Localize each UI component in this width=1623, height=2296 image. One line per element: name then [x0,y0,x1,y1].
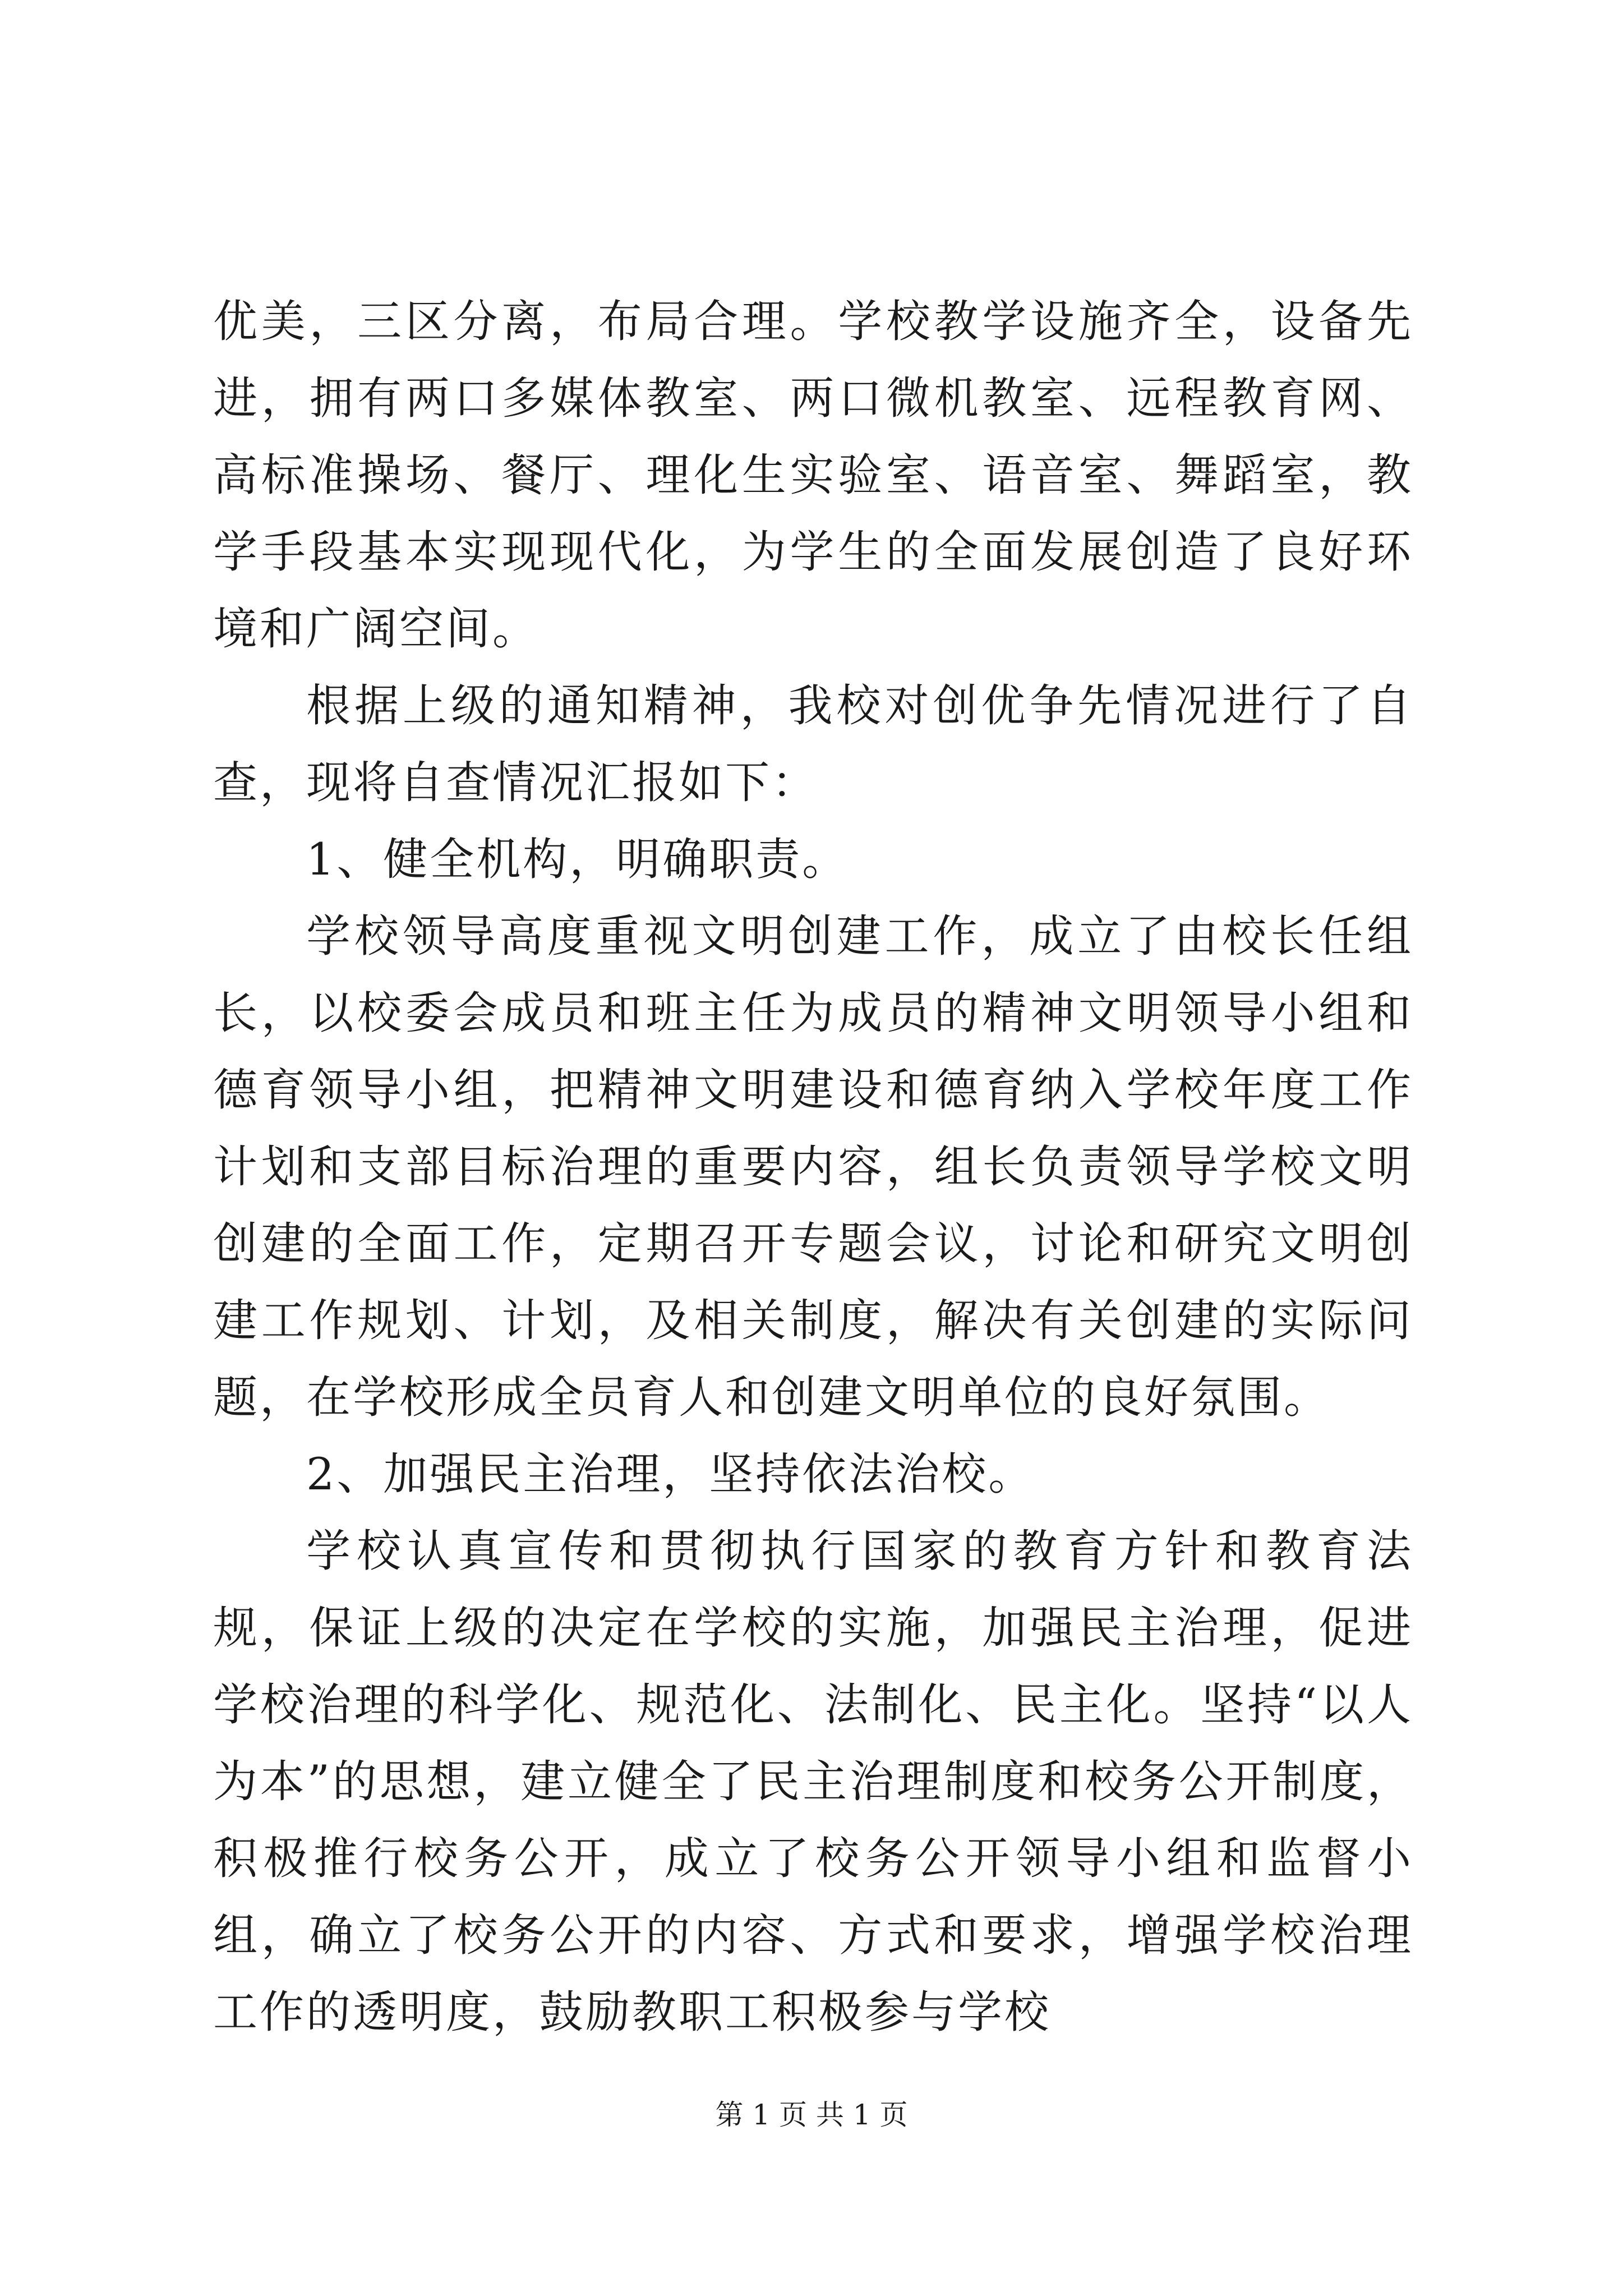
section-heading-2: 2、加强民主治理，坚持依法治校。 [306,1448,1035,1500]
paragraph-section-1: 学校领导高度重视文明创建工作，成立了由校长任组长，以校委会成员和班主任为成员的精神文明领导小组和德育领导小组，把精神文明建设和德育纳入学校年度工作计划和支部目标治理的重要内容，组长负责领导学校文明创建的全面工作，定期召开专题会议，讨论和研究文明创建工作规划、计划，及相关制度，解决有关创建的实际问题，在学校形成全员育人和创建文明单位的良好氛围。 [213,910,1413,1423]
paragraph-intro: 根据上级的通知精神，我校对创优争先情况进行了自查，现将自查情况汇报如下： [213,680,1413,808]
document-body [213,283,1413,2051]
paragraph-section-2: 学校认真宣传和贯彻执行国家的教育方针和教育法规，保证上级的决定在学校的实施，加强民主治理，促进学校治理的科学化、规范化、法制化、民主化。坚持“以人为本”的思想，建立健全了民主治理制度和校务公开制度，积极推行校务公开，成立了校务公开领导小组和监督小组，确立了校务公开的内容、方式和要求，增强学校治理工作的透明度，鼓励教职工积极参与学校 [213,1525,1413,2038]
section-heading-1: 1、健全机构，明确职责。 [306,834,849,885]
page-number-footer: 第 1 页 共 1 页 [715,2099,908,2131]
paragraph-facilities: 优美，三区分离，布局合理。学校教学设施齐全，设备先进，拥有两口多媒体教室、两口微机教室、远程教育网、高标准操场、餐厅、理化生实验室、语音室、舞蹈室，教学手段基本实现现代化，为学生的全面发展创造了良好环境和广阔空间。 [213,296,1413,655]
